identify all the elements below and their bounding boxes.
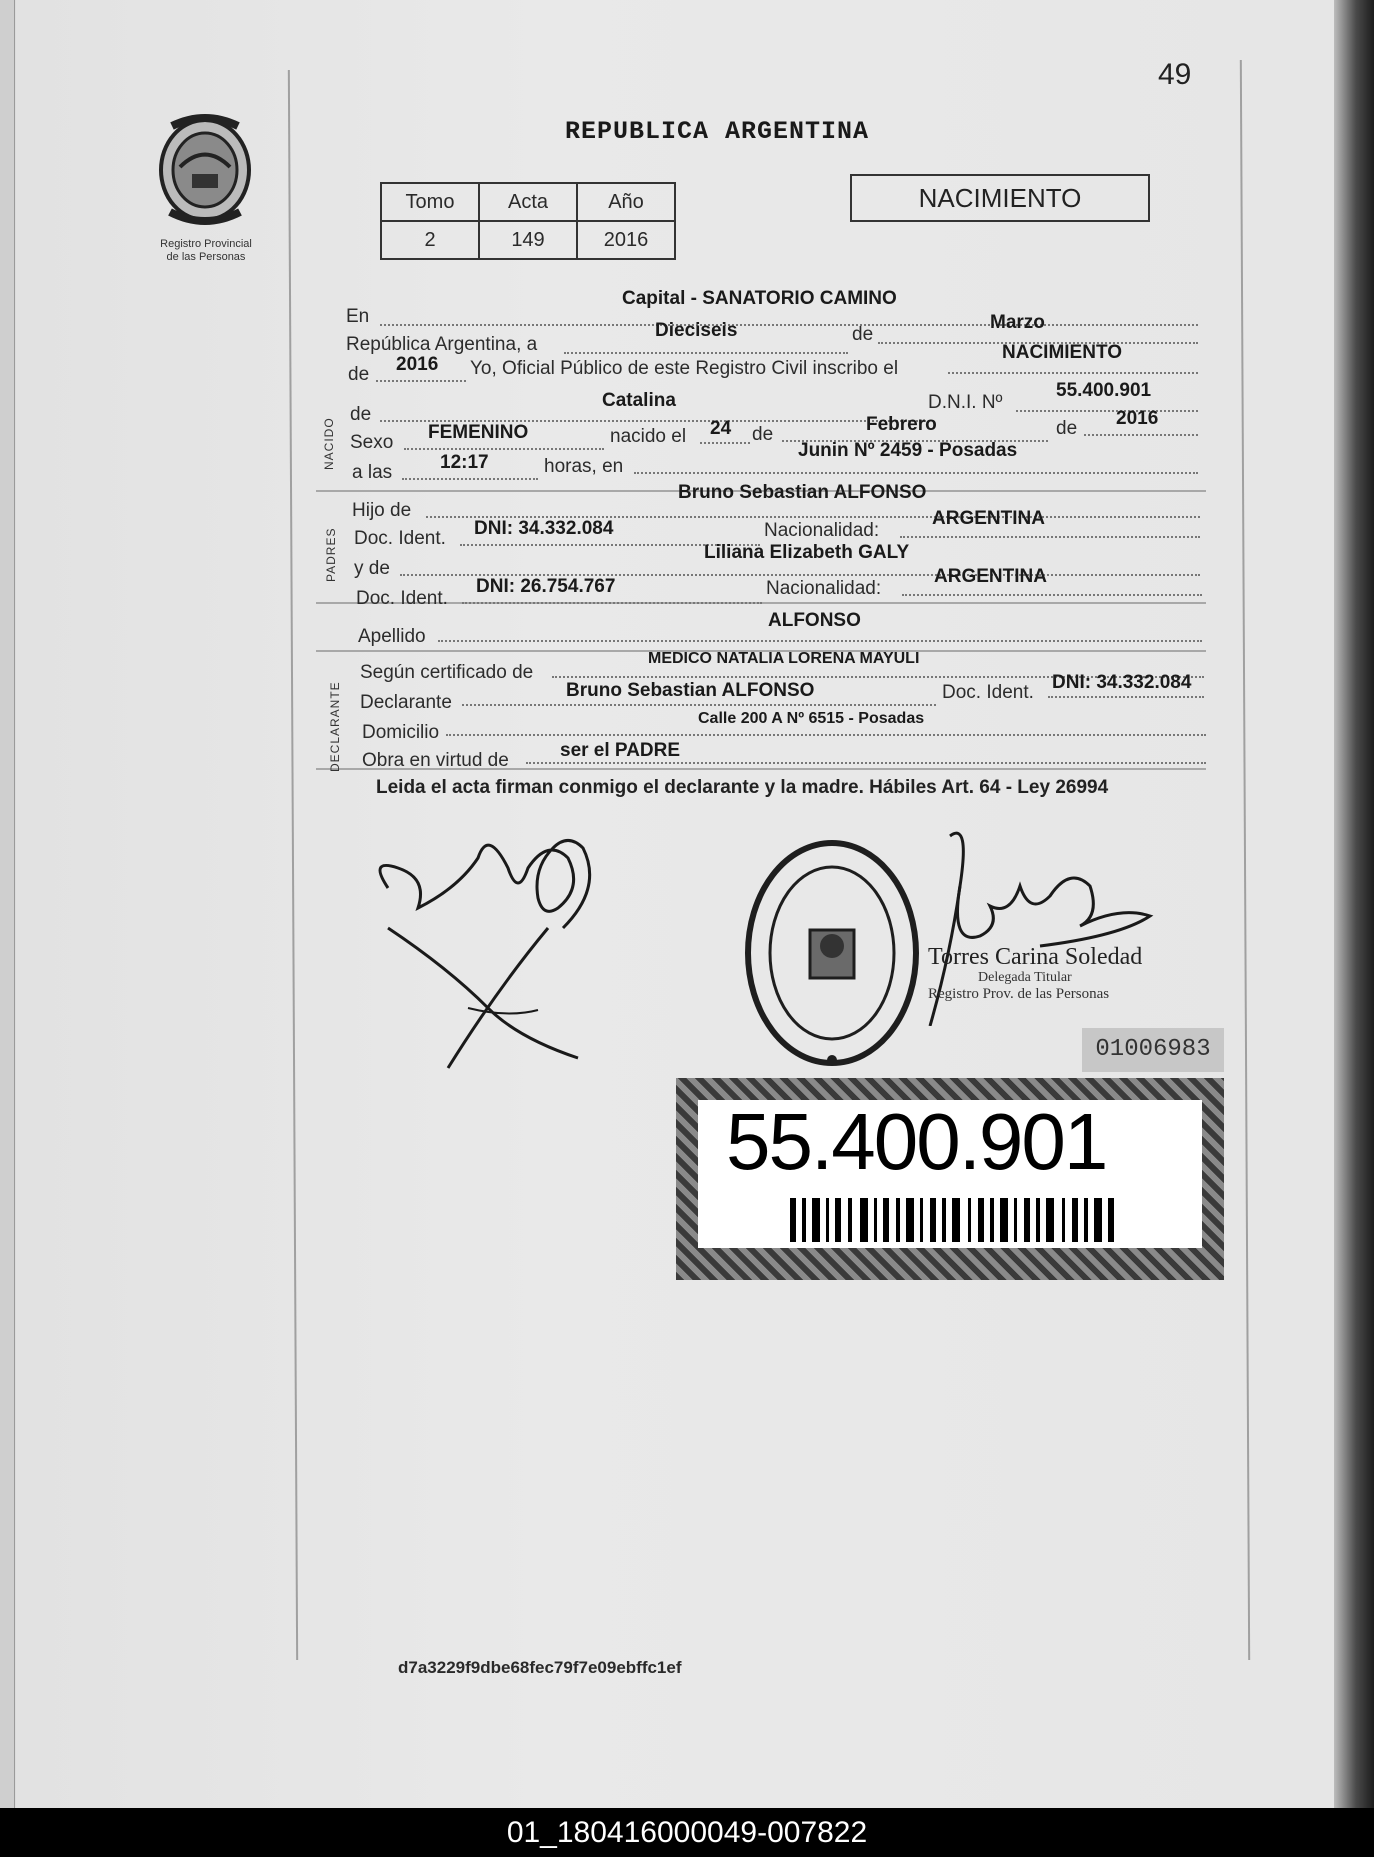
barcode-icon [790,1198,1120,1242]
value-sexo: FEMENINO [428,422,529,443]
value-nac-mes: Febrero [866,414,937,435]
country-title: REPUBLICA ARGENTINA [565,117,870,146]
registry-table [380,182,676,260]
dots-declarante [462,704,936,706]
side-label-declarante: DECLARANTE [328,681,342,772]
declarant-signature [368,828,648,1078]
acta-header: Acta [479,183,577,221]
registry-table-header-row [381,183,675,221]
previous-page-edge [0,0,15,1808]
label-obra: Obra en virtud de [362,750,509,771]
serial-number: 01006983 [1082,1028,1224,1072]
label-y-de: y de [354,558,390,579]
side-label-padres: PADRES [324,527,338,582]
label-doc-ident-3: Doc. Ident. [942,682,1034,703]
label-nacido: nacido el [610,426,687,447]
anio-value: 2016 [577,221,675,259]
dots-obra [526,762,1206,764]
dots-en [380,324,1198,326]
value-madre-doc: DNI: 26.754.767 [476,576,616,597]
dots-domicilio [446,734,1206,736]
dots-tipo [948,372,1198,374]
value-declarante: Bruno Sebastian ALFONSO [566,680,815,701]
label-nacionalidad-2: Nacionalidad: [766,578,882,599]
value-declarante-doc: DNI: 34.332.084 [1052,672,1192,693]
official-registry: Registro Prov. de las Personas [928,986,1110,1002]
value-nac-anio: 2016 [1116,408,1159,429]
dots-nac-dia [700,442,750,444]
dots-madre-doc [462,602,762,604]
anio-header: Año [577,183,675,221]
seal-caption-line2: de las Personas [166,251,246,263]
label-domicilio: Domicilio [362,722,440,743]
dots-hora [402,478,538,480]
dots-apellido [438,640,1202,642]
label-certificado: Según certificado de [360,662,534,683]
label-doc-ident-2: Doc. Ident. [356,588,448,609]
dots-year [376,380,466,382]
official-name: Torres Carina Soledad [928,944,1143,970]
value-lugar-nac: Junin Nº 2459 - Posadas [798,440,1018,461]
value-dni: 55.400.901 [1056,380,1152,401]
value-dia: Dieciseis [655,320,738,341]
document-hash: d7a3229f9dbe68fec79f7e09ebffc1ef [398,1658,682,1677]
value-mes: Marzo [990,312,1045,333]
label-de-nac-anio: de [1056,418,1078,439]
provincial-seal-icon [150,112,260,232]
value-padre-doc: DNI: 34.332.084 [474,518,614,539]
tomo-header: Tomo [381,183,479,221]
value-anio: 2016 [396,354,439,375]
footer-id: 01_180416000049-007822 [0,1808,1374,1857]
label-republica: República Argentina, a [346,334,538,355]
dots-declarante-doc [1048,696,1204,698]
record-type-box: NACIMIENTO [850,174,1150,222]
label-a-las: a las [352,462,393,483]
label-en: En [346,306,370,327]
label-doc-ident-1: Doc. Ident. [354,528,446,549]
dots-nac-anio [1084,434,1198,436]
registry-table-value-row [381,221,675,259]
dots-sexo [404,448,604,450]
dni-label-sticker [676,1078,1224,1280]
seal-caption [140,238,272,264]
official-stamp-icon [742,838,922,1068]
label-hijo-de: Hijo de [352,500,412,521]
value-madre-nac: ARGENTINA [934,566,1047,587]
label-dni: D.N.I. Nº [928,392,1003,413]
value-padre-nac: ARGENTINA [932,508,1045,529]
value-nac-dia: 24 [710,418,732,439]
label-sexo: Sexo [350,432,394,453]
value-domicilio: Calle 200 A Nº 6515 - Posadas [698,710,925,727]
label-de-name: de [350,404,372,425]
official-title: Delegada Titular [978,970,1072,985]
value-nombre: Catalina [602,390,676,411]
seal-caption-line1: Registro Provincial [160,238,252,250]
label-de-nac-mes: de [752,424,774,445]
closing-note: Leida el acta firman conmigo el declarante y la madre. Hábiles Art. 64 - Ley 26994 [376,777,1109,798]
value-apellido: ALFONSO [768,610,861,631]
value-certificado: MEDICO NATALIA LORENA MAYULI [648,650,920,667]
value-madre: Liliana Elizabeth GALY [704,542,910,563]
label-de-mes: de [852,324,874,345]
dots-dni [1016,410,1198,412]
dni-label-inner [698,1097,1202,1248]
dots-padre-nac [900,536,1200,538]
value-tipo: NACIMIENTO [1002,342,1122,363]
dots-madre-nac [902,594,1202,596]
side-label-nacido: NACIDO [322,417,336,470]
tomo-value: 2 [381,221,479,259]
label-horas: horas, en [544,456,624,477]
dots-lugar-nac [634,472,1198,474]
book-binding-edge [1334,0,1374,1808]
label-nacionalidad-1: Nacionalidad: [764,520,880,541]
value-padre: Bruno Sebastian ALFONSO [678,482,927,503]
label-declarante: Declarante [360,692,452,713]
value-lugar: Capital - SANATORIO CAMINO [622,288,897,309]
value-obra: ser el PADRE [560,740,681,761]
value-hora: 12:17 [440,452,489,473]
acta-value: 149 [479,221,577,259]
dots-dia [564,352,848,354]
label-inscribo: Yo, Oficial Público de este Registro Civil inscribo el [470,358,899,379]
dni-label-number: 55.400.901 [726,1097,1107,1186]
page-number: 49 [1158,58,1192,91]
label-apellido: Apellido [358,626,426,647]
label-de-year: de [348,364,370,385]
